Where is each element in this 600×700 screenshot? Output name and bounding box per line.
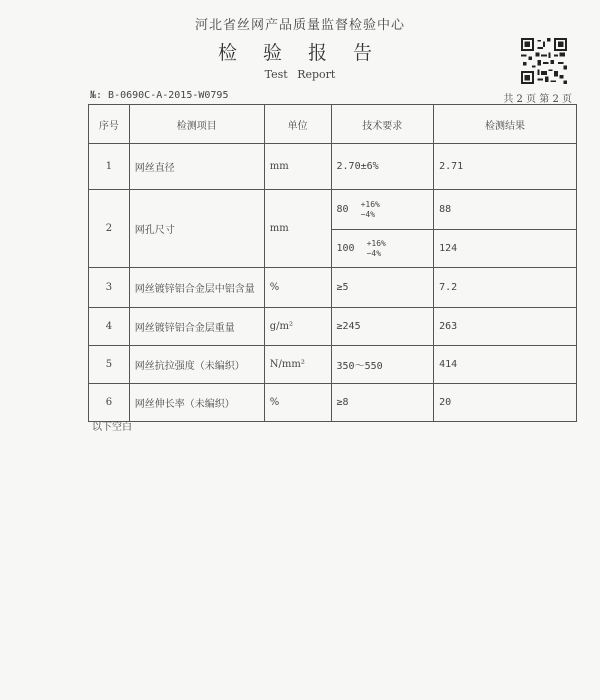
row-no: 4 bbox=[89, 308, 130, 346]
tolerance-upper: +16% bbox=[366, 238, 386, 248]
tolerance-base: 80 bbox=[336, 204, 349, 215]
row-no: 1 bbox=[89, 144, 130, 190]
row-requirement: ≥245 bbox=[331, 308, 434, 346]
report-number: №: B-0690C-A-2015-W0795 bbox=[90, 90, 229, 101]
results-table bbox=[88, 104, 577, 422]
table-row bbox=[89, 384, 577, 422]
row-requirement: 2.70±6% bbox=[331, 144, 434, 190]
row-result: 7.2 bbox=[434, 268, 577, 308]
row-requirement bbox=[331, 190, 434, 230]
row-result: 88 bbox=[434, 190, 577, 230]
header-unit: 单位 bbox=[264, 105, 331, 144]
table-row bbox=[89, 190, 577, 230]
row-unit: mm bbox=[264, 190, 331, 268]
report-title: 检 验 报 告 bbox=[217, 42, 383, 64]
row-item: 网丝直径 bbox=[129, 144, 264, 190]
tolerance-upper: +16% bbox=[360, 199, 380, 209]
row-requirement: ≥5 bbox=[331, 268, 434, 308]
row-result: 20 bbox=[434, 384, 577, 422]
tolerance-lower: −4% bbox=[366, 248, 382, 258]
row-requirement: ≥8 bbox=[331, 384, 434, 422]
row-result: 2.71 bbox=[434, 144, 577, 190]
report-subtitle: Test Report bbox=[264, 68, 336, 81]
table-row bbox=[89, 346, 577, 384]
row-no: 6 bbox=[89, 384, 130, 422]
table-header-row bbox=[89, 105, 577, 144]
tolerance-base: 100 bbox=[336, 243, 355, 254]
end-of-data-note: 以下空白 bbox=[92, 422, 132, 433]
table-row bbox=[89, 268, 577, 308]
page-count: 共 2 页 第 2 页 bbox=[503, 94, 572, 105]
row-requirement bbox=[331, 230, 434, 268]
table-row bbox=[89, 144, 577, 190]
organization-name: 河北省丝网产品质量监督检验中心 bbox=[194, 18, 405, 33]
row-unit: mm bbox=[264, 144, 331, 190]
row-result: 124 bbox=[434, 230, 577, 268]
row-item: 网丝伸长率（未编织） bbox=[129, 384, 264, 422]
tolerance-lower: −4% bbox=[360, 209, 376, 219]
header-requirement: 技术要求 bbox=[331, 105, 434, 144]
row-result: 414 bbox=[434, 346, 577, 384]
row-item: 网丝镀锌铝合金层中铝含量 bbox=[129, 268, 264, 308]
row-unit: N/mm² bbox=[264, 346, 331, 384]
row-unit: % bbox=[264, 268, 331, 308]
row-unit: % bbox=[264, 384, 331, 422]
qr-code-icon bbox=[520, 38, 568, 84]
header-item: 检测项目 bbox=[129, 105, 264, 144]
row-item: 网丝抗拉强度（未编织） bbox=[129, 346, 264, 384]
row-result: 263 bbox=[434, 308, 577, 346]
header-result: 检测结果 bbox=[434, 105, 577, 144]
row-no: 2 bbox=[89, 190, 130, 268]
row-no: 5 bbox=[89, 346, 130, 384]
row-item: 网丝镀锌铝合金层重量 bbox=[129, 308, 264, 346]
row-no: 3 bbox=[89, 268, 130, 308]
row-requirement: 350～550 bbox=[331, 346, 434, 384]
row-item: 网孔尺寸 bbox=[129, 190, 264, 268]
table-row bbox=[89, 308, 577, 346]
header-no: 序号 bbox=[89, 105, 130, 144]
row-unit: g/m² bbox=[264, 308, 331, 346]
